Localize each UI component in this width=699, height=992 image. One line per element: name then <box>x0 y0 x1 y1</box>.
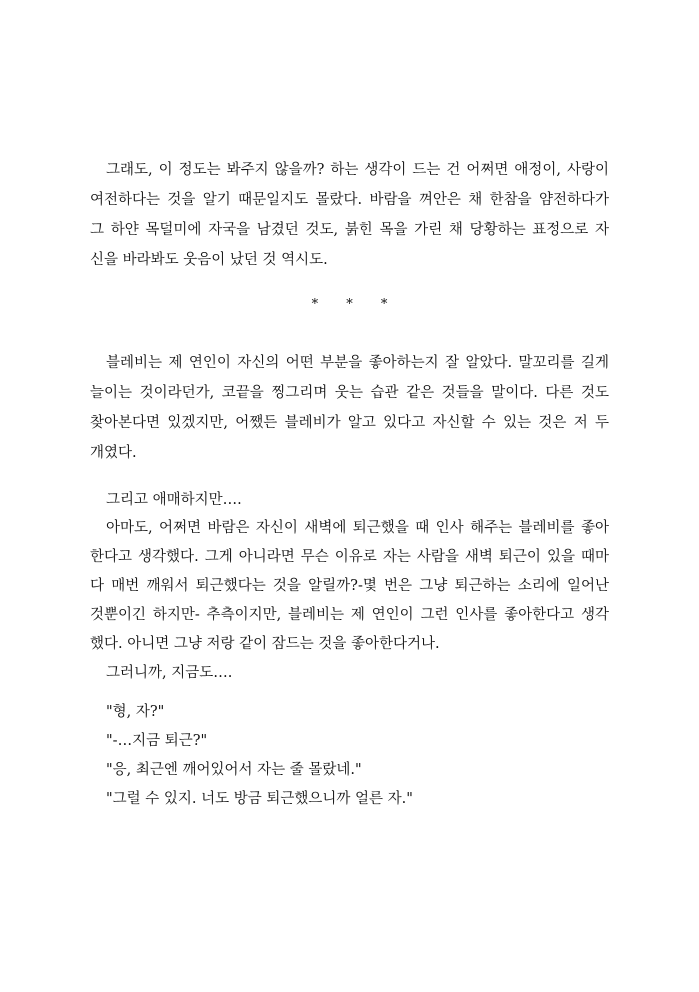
text-line: 그래도, 이 정도는 봐주지 않을까? 하는 생각이 드는 건 어쩌면 애정이, 사랑이 <box>106 162 609 178</box>
dialogue-line: "-…지금 퇴근?" <box>106 733 208 749</box>
text-line: 늘이는 것이라던가, 코끝을 찡그리며 웃는 습관 같은 것들을 말이다. 다른 것도 <box>90 385 609 401</box>
text-line: 아마도, 어쩌면 바람은 자신이 새벽에 퇴근했을 때 인사 해주는 블레비를 좋아 <box>106 520 609 536</box>
text-line: 블레비는 제 연인이 자신의 어떤 부분을 좋아하는지 잘 알았다. 말꼬리를 길게 <box>106 355 609 371</box>
text-line: 것뿐이긴 하지만- 추측이지만, 블레비는 제 연인이 그런 인사를 좋아한다고 생각 <box>90 607 609 623</box>
dialogue-line: "그럴 수 있지. 너도 방금 퇴근했으니까 얼른 자." <box>106 791 413 807</box>
text-line: 개였다. <box>90 445 137 461</box>
dialogue-line: "형, 자?" <box>106 704 165 720</box>
text-line: 그 하얀 목덜미에 자국을 남겼던 것도, 붉힌 목을 가린 채 당황하는 표정으로 자 <box>90 222 609 238</box>
text-line: 한다고 생각했다. 그게 아니라면 무슨 이유로 자는 사람을 새벽 퇴근이 있을 때마 <box>90 549 609 565</box>
separator-asterisk: * <box>346 297 353 312</box>
text-line: 다 매번 깨워서 퇴근했다는 것을 알릴까?-몇 번은 그냥 퇴근하는 소리에 일어난 <box>90 578 609 594</box>
dialogue-line: "응, 최근엔 깨어있어서 자는 줄 몰랐네." <box>106 762 362 778</box>
separator-asterisk: * <box>380 297 388 312</box>
section-separator <box>0 293 699 317</box>
text-line: 그러니까, 지금도…. <box>106 665 233 681</box>
text-line: 여전하다는 것을 알기 때문일지도 몰랐다. 바람을 껴안은 채 한참을 얌전하다가 <box>90 192 609 208</box>
separator-asterisk: * <box>311 297 319 312</box>
text-line: 신을 바라봐도 웃음이 났던 것 역시도. <box>90 252 328 268</box>
text-line: 그리고 애매하지만…. <box>106 492 242 508</box>
text-line: 했다. 아니면 그냥 저랑 같이 잠드는 것을 좋아한다거나. <box>90 636 440 652</box>
text-line: 찾아본다면 있겠지만, 어쨌든 블레비가 알고 있다고 자신할 수 있는 것은 저 두 <box>90 415 609 431</box>
